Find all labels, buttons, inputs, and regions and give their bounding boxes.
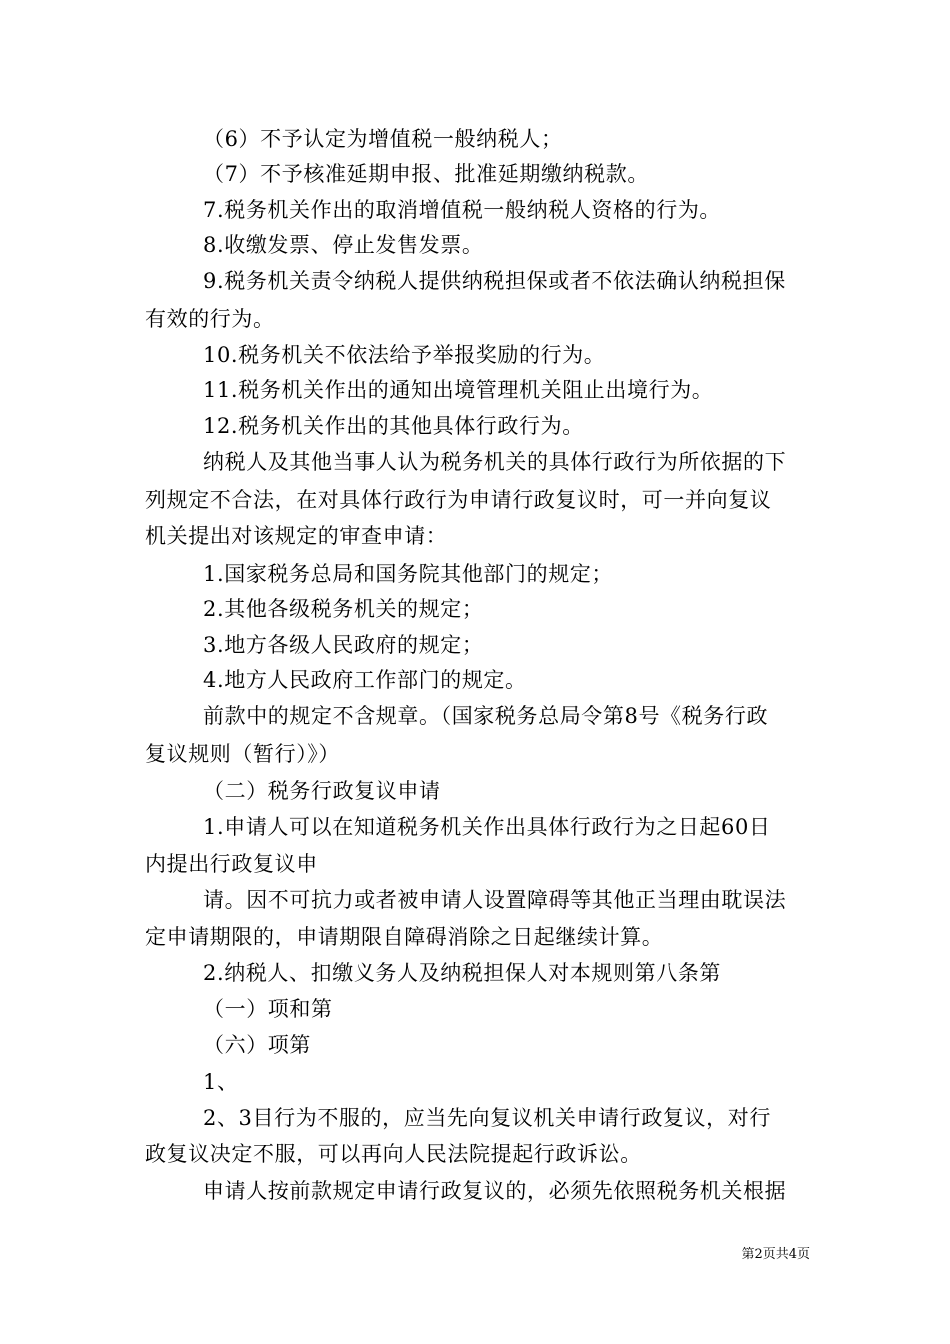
text-line: 4.地方人民政府工作部门的规定。 (203, 668, 527, 692)
text-line: 1、 (203, 1070, 239, 1094)
text-line: （一）项和第 (203, 997, 333, 1021)
text-line: （六）项第 (203, 1033, 311, 1057)
text-line: 内提出行政复议申 (145, 852, 318, 876)
text-line: 前款中的规定不含规章。（国家税务总局令第8号《税务行政 (203, 704, 769, 728)
text-line: 2、3目行为不服的，应当先向复议机关申请行政复议，对行 (203, 1106, 771, 1130)
text-line: 7.税务机关作出的取消增值税一般纳税人资格的行为。 (203, 198, 722, 222)
text-line: （6）不予认定为增值税一般纳税人； (203, 127, 563, 151)
text-line: 政复议决定不服，可以再向人民法院提起行政诉讼。 (145, 1142, 642, 1166)
text-line: 列规定不合法，在对具体行政行为申请行政复议时，可一并向复议 (145, 488, 772, 512)
text-line: 有效的行为。 (145, 307, 275, 331)
text-line: 机关提出对该规定的审查申请： (145, 524, 448, 548)
text-line: 1.申请人可以在知道税务机关作出具体行政行为之日起60日 (203, 815, 771, 839)
text-line: 12.税务机关作出的其他具体行政行为。 (203, 414, 584, 438)
text-line: 11.税务机关作出的通知出境管理机关阻止出境行为。 (203, 378, 714, 402)
text-line: 定申请期限的，申请期限自障碍消除之日起继续计算。 (145, 925, 664, 949)
text-line: 2.其他各级税务机关的规定； (203, 597, 484, 621)
text-line: 纳税人及其他当事人认为税务机关的具体行政行为所依据的下 (203, 450, 787, 474)
text-line: 8.收缴发票、停止发售发票。 (203, 233, 484, 257)
text-line: 3.地方各级人民政府的规定； (203, 633, 484, 657)
text-line: （二）税务行政复议申请 (203, 779, 441, 803)
text-line: 申请人按前款规定申请行政复议的，必须先依照税务机关根据 (203, 1179, 787, 1203)
text-line: 请。因不可抗力或者被申请人设置障碍等其他正当理由耽误法 (203, 888, 787, 912)
text-line: 2.纳税人、扣缴义务人及纳税担保人对本规则第八条第 (203, 961, 722, 985)
text-line: 10.税务机关不依法给予举报奖励的行为。 (203, 343, 606, 367)
text-line: 1.国家税务总局和国务院其他部门的规定； (203, 562, 614, 586)
text-line: 9.税务机关责令纳税人提供纳税担保或者不依法确认纳税担保 (203, 269, 786, 293)
text-line: 复议规则（暂行）》） (145, 742, 340, 766)
page-number: 第2页共4页 (741, 1247, 810, 1262)
text-line: （7）不予核准延期申报、批准延期缴纳税款。 (203, 162, 649, 186)
